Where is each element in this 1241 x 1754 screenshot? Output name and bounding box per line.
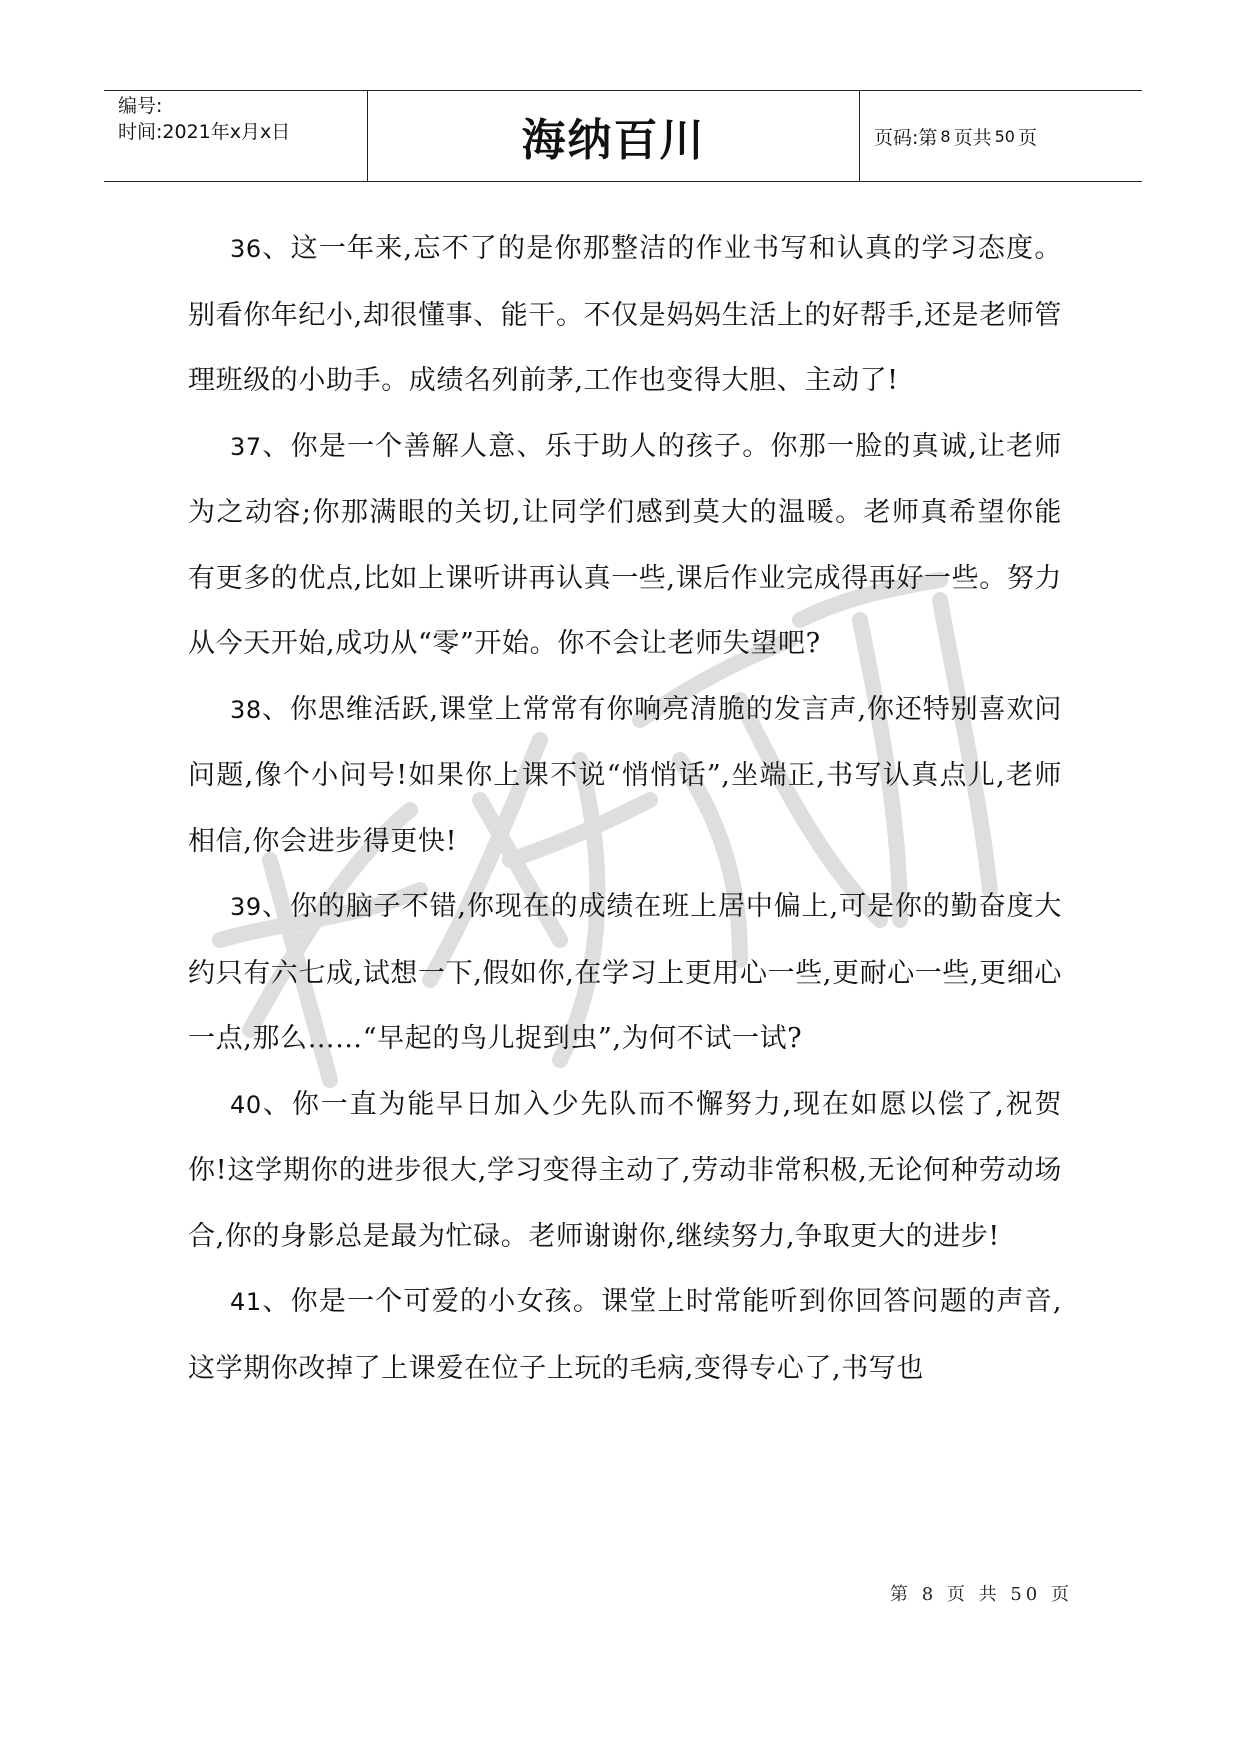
- entry-text: 、你一直为能早日加入少先队而不懈努力,现在如愿以偿了,祝贺你!这学期你的进步很大,学习变得主动了,劳动非常积极,无论何种劳动场合,你的身影总是最为忙碌。老师谢谢你,继续努力,争取更大的进步!: [188, 1088, 1062, 1252]
- entry-paragraph: [188, 1269, 1062, 1401]
- entry-paragraph: [188, 874, 1062, 1072]
- page-total: 50: [994, 126, 1015, 146]
- header-page-number: [860, 91, 1142, 181]
- serial-number-label: 编号:: [118, 95, 163, 117]
- date-label: 时间:2021年x月x日: [118, 121, 291, 143]
- entry-text: 、这一年来,忘不了的是你那整洁的作业书写和认真的学习态度。别看你年纪小,却很懂事、能干。不仅是妈妈生活上的好帮手,还是老师管理班级的小助手。成绩名列前茅,工作也变得大胆、主动了!: [188, 233, 1062, 396]
- entry-paragraph: [188, 677, 1062, 875]
- entry-number: 36: [230, 235, 262, 263]
- entry-paragraph: [188, 1072, 1062, 1270]
- page-footer: 第 8 页 共 50 页: [890, 1584, 1073, 1605]
- entry-number: 39: [230, 893, 262, 921]
- entry-paragraph: [188, 414, 1062, 677]
- entry-paragraph: [188, 216, 1062, 414]
- entry-number: 40: [230, 1090, 262, 1119]
- entry-text: 、你的脑子不错,你现在的成绩在班上居中偏上,可是你的勤奋度大约只有六七成,试想一下,假如你,在学习上更用心一些,更耐心一些,更细心一点,那么……“早起的鸟儿捉到虫”,为何不试一试?: [188, 891, 1062, 1054]
- header-title: 海纳百川: [368, 91, 860, 181]
- page-current: 8: [940, 126, 951, 146]
- document-header: [104, 90, 1142, 182]
- entry-text: 、你是一个可爱的小女孩。课堂上时常能听到你回答问题的声音,这学期你改掉了上课爱在位子上玩的毛病,变得专心了,书写也: [188, 1286, 1062, 1384]
- page-prefix: 页码:第: [874, 126, 938, 149]
- entry-number: 41: [230, 1288, 262, 1316]
- header-meta: [104, 91, 368, 181]
- entry-number: 38: [230, 695, 262, 724]
- entry-text: 、你思维活跃,课堂上常常有你响亮清脆的发言声,你还特别喜欢问问题,像个小问号!如果你上课不说“悄悄话”,坐端正,书写认真点儿,老师相信,你会进步得更快!: [188, 693, 1062, 857]
- document-body: [188, 216, 1062, 1401]
- entry-number: 37: [230, 432, 262, 461]
- entry-text: 、你是一个善解人意、乐于助人的孩子。你那一脸的真诚,让老师为之动容;你那满眼的关切,让同学们感到莫大的温暖。老师真希望你能有更多的优点,比如上课听讲再认真一些,课后作业完成得再好一些。努力从今天开始,成功从“零”开始。你不会让老师失望吧?: [188, 430, 1062, 659]
- page-suffix: 页: [1017, 126, 1037, 149]
- page-mid: 页共: [953, 126, 992, 149]
